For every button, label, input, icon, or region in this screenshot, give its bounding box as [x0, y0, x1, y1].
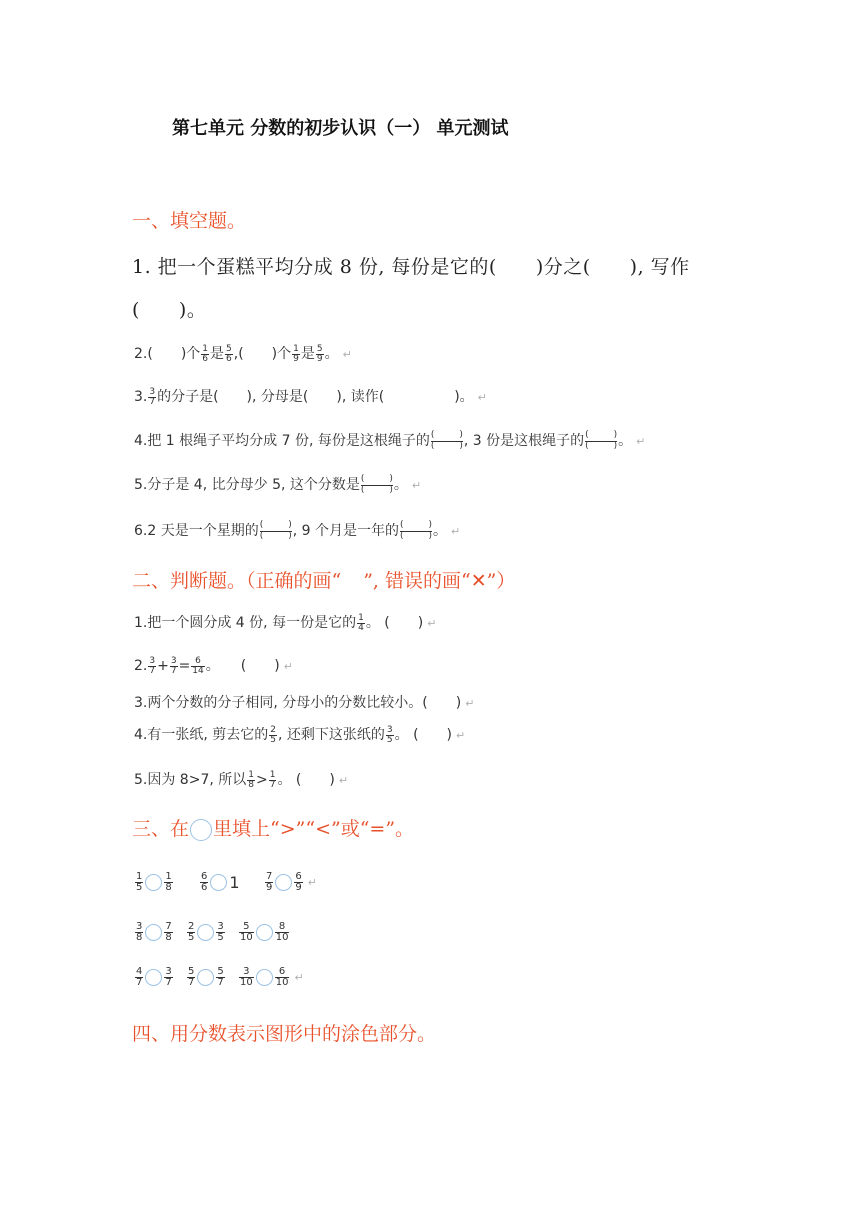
return-mark: ↵ [456, 729, 466, 742]
question-2-3: 3.两个分数的分子相同, 分母小的分数比较小。( ) ↵ [134, 695, 475, 711]
fraction: $\frac{1}{7}$ [269, 769, 276, 790]
return-mark: ↵ [427, 617, 437, 630]
compare-item: $\frac{7}{9}$ $\frac{6}{9}$ ↵ [266, 871, 317, 893]
question-2-4: 4.有一张纸, 剪去它的 $\frac{2}{5}$ , 还剩下这张纸的 $\frac{3}{5}$ 。 ( ) ↵ [134, 724, 466, 745]
question-2-2: 2. $\frac{3}{7}$ + $\frac{3}{7}$ = $\frac{6}{14}$ 。 ( ) ↵ [134, 655, 293, 676]
answer-circle[interactable] [145, 874, 162, 891]
section4-heading: 四、用分数表示图形中的涂色部分。 [132, 1023, 437, 1045]
blank-fraction: ( ) ( ) [259, 520, 292, 541]
answer-circle[interactable] [197, 924, 214, 941]
question-1-5: 5.分子是 4, 比分母少 5, 这个分数是 ( ) ( ) 。 ↵ [134, 474, 422, 495]
answer-circle[interactable] [197, 969, 214, 986]
return-mark: ↵ [338, 774, 349, 787]
question-2-5: 5.因为 8>7, 所以 $\frac{1}{8}$ > $\frac{1}{7}$ 。 ( ) ↵ [134, 769, 349, 790]
return-mark: ↵ [465, 697, 475, 710]
answer-circle[interactable] [145, 969, 162, 986]
blank-fraction: ( ) ( ) [585, 430, 618, 451]
blank-fraction: ( ) ( ) [430, 430, 463, 451]
compare-item: $\frac{3}{10}$ $\frac{6}{10}$ ↵ [240, 966, 304, 988]
answer-circle[interactable] [275, 874, 292, 891]
compare-item: $\frac{5}{7}$ $\frac{5}{7}$ [188, 966, 224, 988]
return-mark: ↵ [283, 660, 293, 673]
answer-circle[interactable] [145, 924, 162, 941]
section3-heading: 三、在 里填上“>”“<”或“=”。 [132, 818, 415, 840]
compare-item: $\frac{2}{5}$ $\frac{3}{5}$ [188, 921, 224, 943]
return-mark: ↵ [477, 391, 487, 404]
return-mark: ↵ [411, 479, 422, 492]
question-1-1-line2: ( )。 [132, 299, 207, 321]
fraction: $\frac{1}{9}$ [293, 343, 299, 364]
section1-heading: 一、填空题。 [132, 210, 247, 232]
return-mark: ↵ [450, 525, 461, 538]
fraction: $\frac{1}{6}$ [202, 343, 209, 364]
fraction: $\frac{5}{9}$ [316, 343, 323, 364]
question-1-4: 4.把 1 根绳子平均分成 7 份, 每份是这根绳子的 ( ) ( ) , 3 份是这根绳子的 ( ) ( ) 。 ↵ [134, 430, 646, 451]
fraction: $\frac{6}{14}$ [192, 655, 204, 676]
compare-item: $\frac{4}{7}$ $\frac{3}{7}$ [136, 966, 172, 988]
fraction: $\frac{3}{7}$ [149, 386, 156, 407]
question-1-2: 2.( )个 $\frac{1}{6}$ 是 $\frac{5}{6}$ ,( )个 $\frac{1}{9}$ 是 $\frac{5}{9}$ 。 ↵ [134, 343, 352, 364]
fraction: $\frac{3}{7}$ [149, 655, 156, 676]
return-mark: ↵ [342, 348, 352, 361]
answer-circle[interactable] [210, 874, 227, 891]
compare-item: $\frac{1}{5}$ $\frac{1}{8}$ [136, 871, 172, 893]
fraction: $\frac{5}{6}$ [226, 343, 232, 364]
fraction: $\frac{1}{8}$ [248, 769, 254, 790]
blank-fraction: ( ) ( ) [399, 520, 432, 541]
fraction: $\frac{3}{7}$ [170, 655, 177, 676]
question-1-3: 3. $\frac{3}{7}$ 的分子是( ), 分母是( ), 读作( )。 ↵ [134, 386, 487, 407]
section2-heading: 二、判断题。（正确的画“ ”, 错误的画“✕”） [132, 570, 516, 592]
fraction: $\frac{3}{5}$ [386, 724, 393, 745]
return-mark: ↵ [307, 876, 317, 889]
return-mark: ↵ [636, 435, 646, 448]
compare-item: $\frac{3}{8}$ $\frac{7}{8}$ [136, 921, 172, 943]
compare-item: $\frac{5}{10}$ $\frac{8}{10}$ [240, 921, 289, 943]
circle-icon [190, 819, 212, 841]
question-1-1-line1: 1. 把一个蛋糕平均分成 8 份, 每份是它的( )分之( ), 写作 [132, 256, 690, 278]
question-2-1: 1.把一个圆分成 4 份, 每一份是它的 $\frac{1}{4}$ 。 ( ) ↵ [134, 612, 437, 633]
page-title: 第七单元 分数的初步认识（一） 单元测试 [172, 118, 509, 139]
compare-item: $\frac{6}{6}$ 1 [201, 871, 240, 893]
answer-circle[interactable] [256, 924, 273, 941]
return-mark: ↵ [294, 971, 304, 984]
fraction: $\frac{2}{5}$ [270, 724, 276, 745]
question-1-6: 6.2 天是一个星期的 ( ) ( ) , 9 个月是一年的 ( ) ( ) 。 ↵ [134, 520, 461, 541]
fraction: $\frac{1}{4}$ [358, 612, 364, 633]
answer-circle[interactable] [256, 969, 273, 986]
blank-fraction: ( ) ( ) [360, 474, 393, 495]
